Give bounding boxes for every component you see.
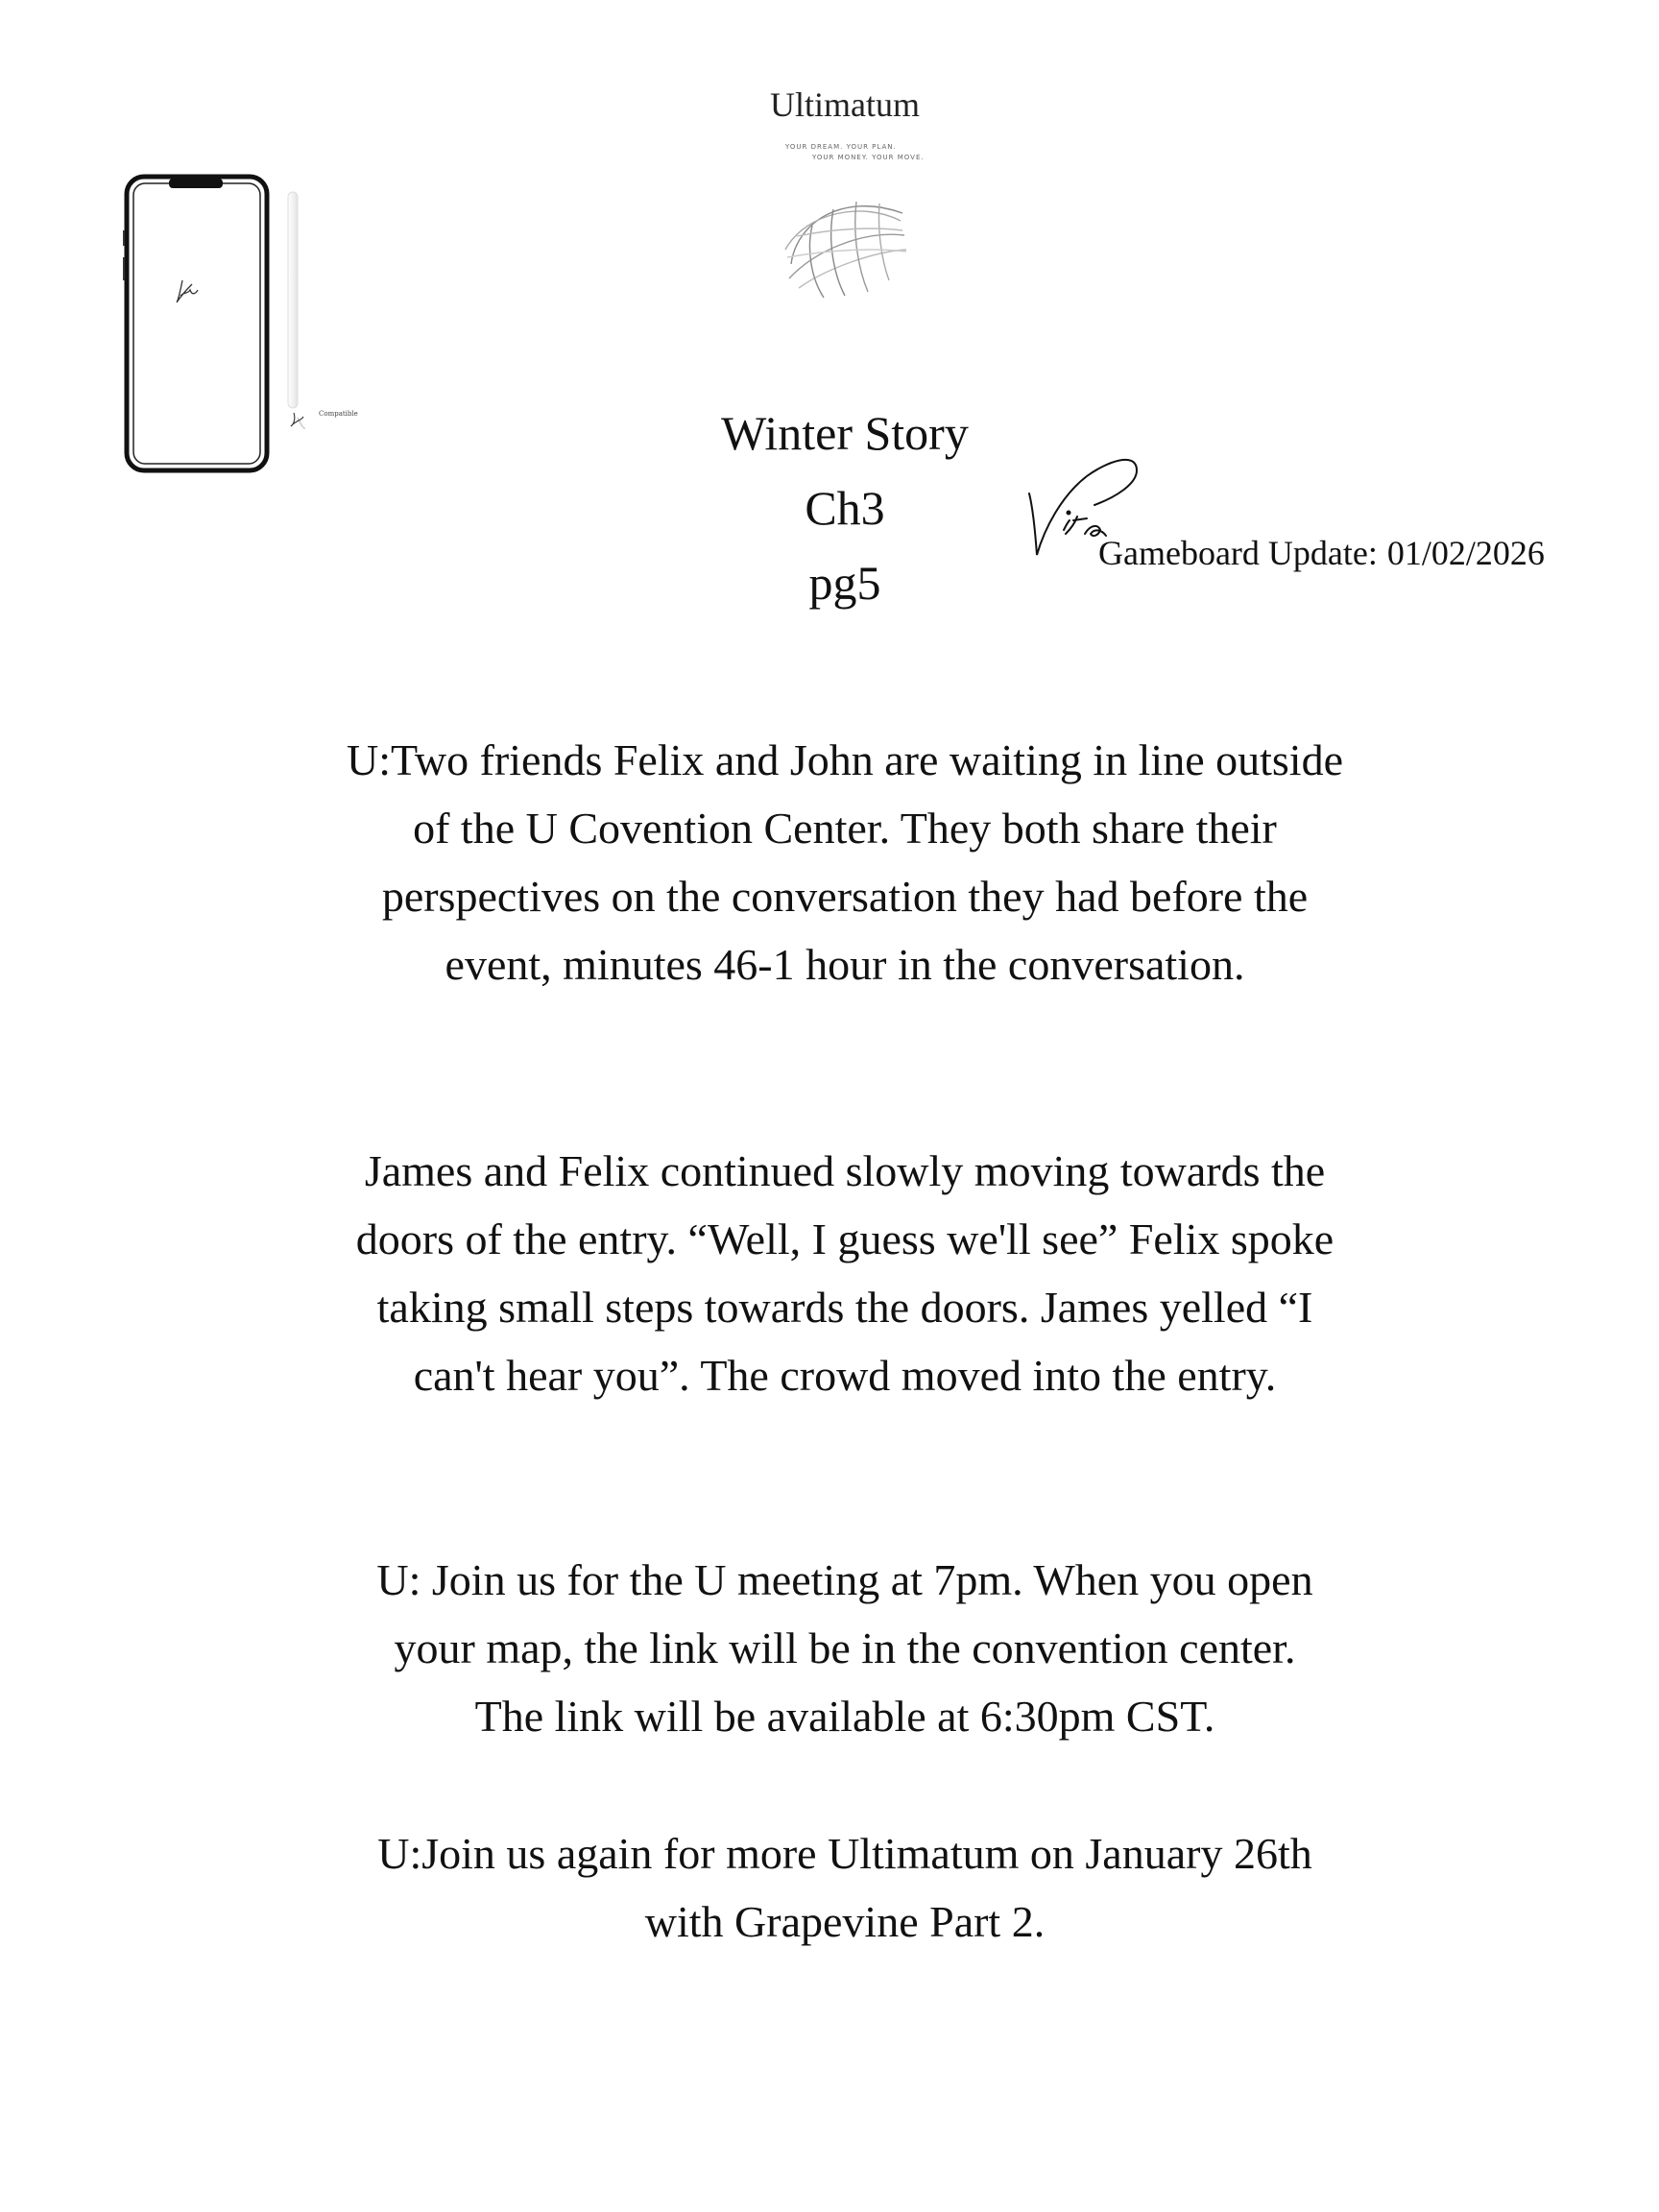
story-title-block <box>0 396 1659 620</box>
paragraph-line: can't hear you”. The crowd moved into the entry. <box>413 1351 1277 1400</box>
paragraph-line: of the U Covention Center. They both share their <box>413 804 1277 853</box>
gameboard-update <box>1098 533 1545 573</box>
story-paragraph-1 <box>230 726 1459 998</box>
brand-name: Ultimatum <box>770 85 920 124</box>
brand-tagline <box>785 142 949 163</box>
compatible-label: Compatible <box>319 410 358 418</box>
story-paragraph-2 <box>230 1137 1459 1409</box>
paragraph-line: U:Two friends Felix and John are waiting in line outside <box>347 735 1343 784</box>
brand-tagline-line-1: YOUR DREAM. YOUR PLAN. <box>785 143 897 151</box>
update-label: Gameboard Update: <box>1098 534 1378 572</box>
paragraph-line: James and Felix continued slowly moving towards the <box>364 1146 1326 1195</box>
paragraph-line: doors of the entry. “Well, I guess we'll see” Felix spoke <box>355 1214 1334 1263</box>
next-episode-announcement <box>230 1819 1459 1956</box>
paragraph-line: U:Join us again for more Ultimatum on January 26th <box>377 1829 1312 1878</box>
story-title: Winter Story <box>721 406 969 460</box>
globe-logo-icon <box>778 192 912 307</box>
brand-tagline-line-2: YOUR MONEY. YOUR MOVE. <box>812 154 925 161</box>
paragraph-line: The link will be available at 6:30pm CST. <box>474 1692 1215 1741</box>
paragraph-line: with Grapevine Part 2. <box>644 1897 1046 1946</box>
paragraph-line: perspectives on the conversation they had before the <box>381 872 1309 921</box>
paragraph-line: taking small steps towards the doors. James yelled “I <box>376 1283 1313 1332</box>
meeting-announcement <box>230 1546 1459 1750</box>
update-date: 01/02/2026 <box>1386 534 1545 572</box>
paragraph-line: your map, the link will be in the convention center. <box>394 1623 1296 1672</box>
paragraph-line: event, minutes 46-1 hour in the conversation. <box>445 940 1245 989</box>
page-label: pg5 <box>808 556 881 610</box>
chapter-label: Ch3 <box>805 481 885 535</box>
paragraph-line: U: Join us for the U meeting at 7pm. When you open <box>376 1555 1313 1604</box>
